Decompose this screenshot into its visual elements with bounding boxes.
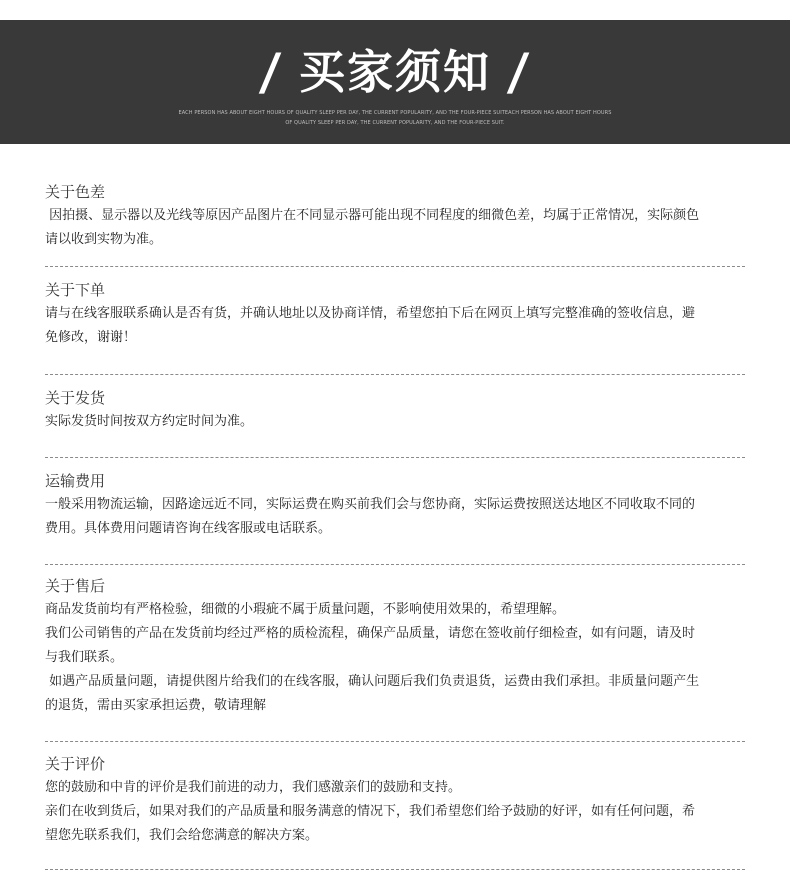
paragraph: 一般采用物流运输，因路途远近不同，实际运费在购买前我们会与您协商，实际运费按照送达地区不同收取不同的: [45, 497, 696, 512]
paragraph: 与我们联系。: [45, 650, 124, 665]
section-body: [45, 776, 745, 848]
notice-content: [45, 180, 745, 870]
section-body: [45, 302, 745, 350]
section-title: 关于发货: [45, 389, 106, 407]
top-whitespace: [0, 0, 790, 20]
banner-subtitle: [0, 108, 790, 128]
title-slash-right: /: [505, 43, 533, 101]
paragraph: 的退货，需由买家承担运费，敬请理解: [45, 698, 267, 713]
paragraph: 商品发货前均有严格检验，细微的小瑕疵不属于质量问题，不影响使用效果的，希望理解。: [45, 602, 566, 617]
header-banner: [0, 20, 790, 144]
section-body: [45, 204, 745, 252]
section-title: 关于色差: [45, 183, 106, 201]
section-title: 运输费用: [45, 472, 106, 490]
section-body: [45, 493, 745, 541]
paragraph: 我们公司销售的产品在发货前均经过严格的质检流程，确保产品质量，请您在签收前仔细检查，如有问题，请及时: [45, 626, 696, 641]
paragraph: 请以收到实物为准。: [45, 232, 163, 247]
paragraph: 如遇产品质量问题，请提供图片给我们的在线客服，确认问题后我们负责退货，运费由我们承担。非质量问题产生: [45, 674, 700, 689]
paragraph: 免修改，谢谢！: [45, 330, 137, 345]
paragraph: 费用。具体费用问题请咨询在线客服或电话联系。: [45, 521, 332, 536]
section-title: 关于售后: [45, 577, 106, 595]
section-after-sales: [45, 574, 745, 718]
banner-title-row: [0, 42, 790, 102]
paragraph: 请与在线客服联系确认是否有货，并确认地址以及协商详情，希望您拍下后在网页上填写完整准确的签收信息，避: [45, 306, 696, 321]
paragraph: 因拍摄、显示器以及光线等原因产品图片在不同显示器可能出现不同程度的细微色差，均属于正常情况，实际颜色: [45, 208, 700, 223]
section-ordering: [45, 278, 745, 348]
paragraph: 实际发货时间按双方约定时间为准。: [45, 414, 254, 429]
section-body: [45, 598, 745, 718]
title-slash-left: /: [257, 43, 285, 101]
dashed-divider: [45, 457, 745, 458]
section-title: 关于下单: [45, 281, 106, 299]
dashed-divider: [45, 266, 745, 267]
section-shipping: [45, 386, 745, 434]
section-title: 关于评价: [45, 755, 106, 773]
section-color-difference: [45, 180, 745, 250]
section-body: [45, 410, 745, 434]
section-freight-cost: [45, 469, 745, 541]
paragraph: 亲们在收到货后，如果对我们的产品质量和服务满意的情况下，我们希望您们给予鼓励的好评，如有任何问题，希: [45, 804, 696, 819]
section-reviews: [45, 752, 745, 848]
banner-subtitle-line-2: OF QUALITY SLEEP PER DAY, THE CURRENT POPULARITY, AND THE FOUR-PIECE SUIT.: [285, 120, 505, 126]
paragraph: 您的鼓励和中肯的评价是我们前进的动力，我们感激亲们的鼓励和支持。: [45, 780, 462, 795]
dashed-divider: [45, 374, 745, 375]
dashed-divider: [45, 564, 745, 565]
page-title: 买家须知: [299, 45, 491, 99]
banner-subtitle-line-1: EACH PERSON HAS ABOUT EIGHT HOURS OF QUALITY SLEEP PER DAY, THE CURRENT POPULARITY, AND THE FOUR-PIECE SUITEACH PERSON HAS ABOUT EIGHT HOURS: [178, 110, 612, 116]
dashed-divider: [45, 741, 745, 742]
paragraph: 望您先联系我们，我们会给您满意的解决方案。: [45, 828, 319, 843]
